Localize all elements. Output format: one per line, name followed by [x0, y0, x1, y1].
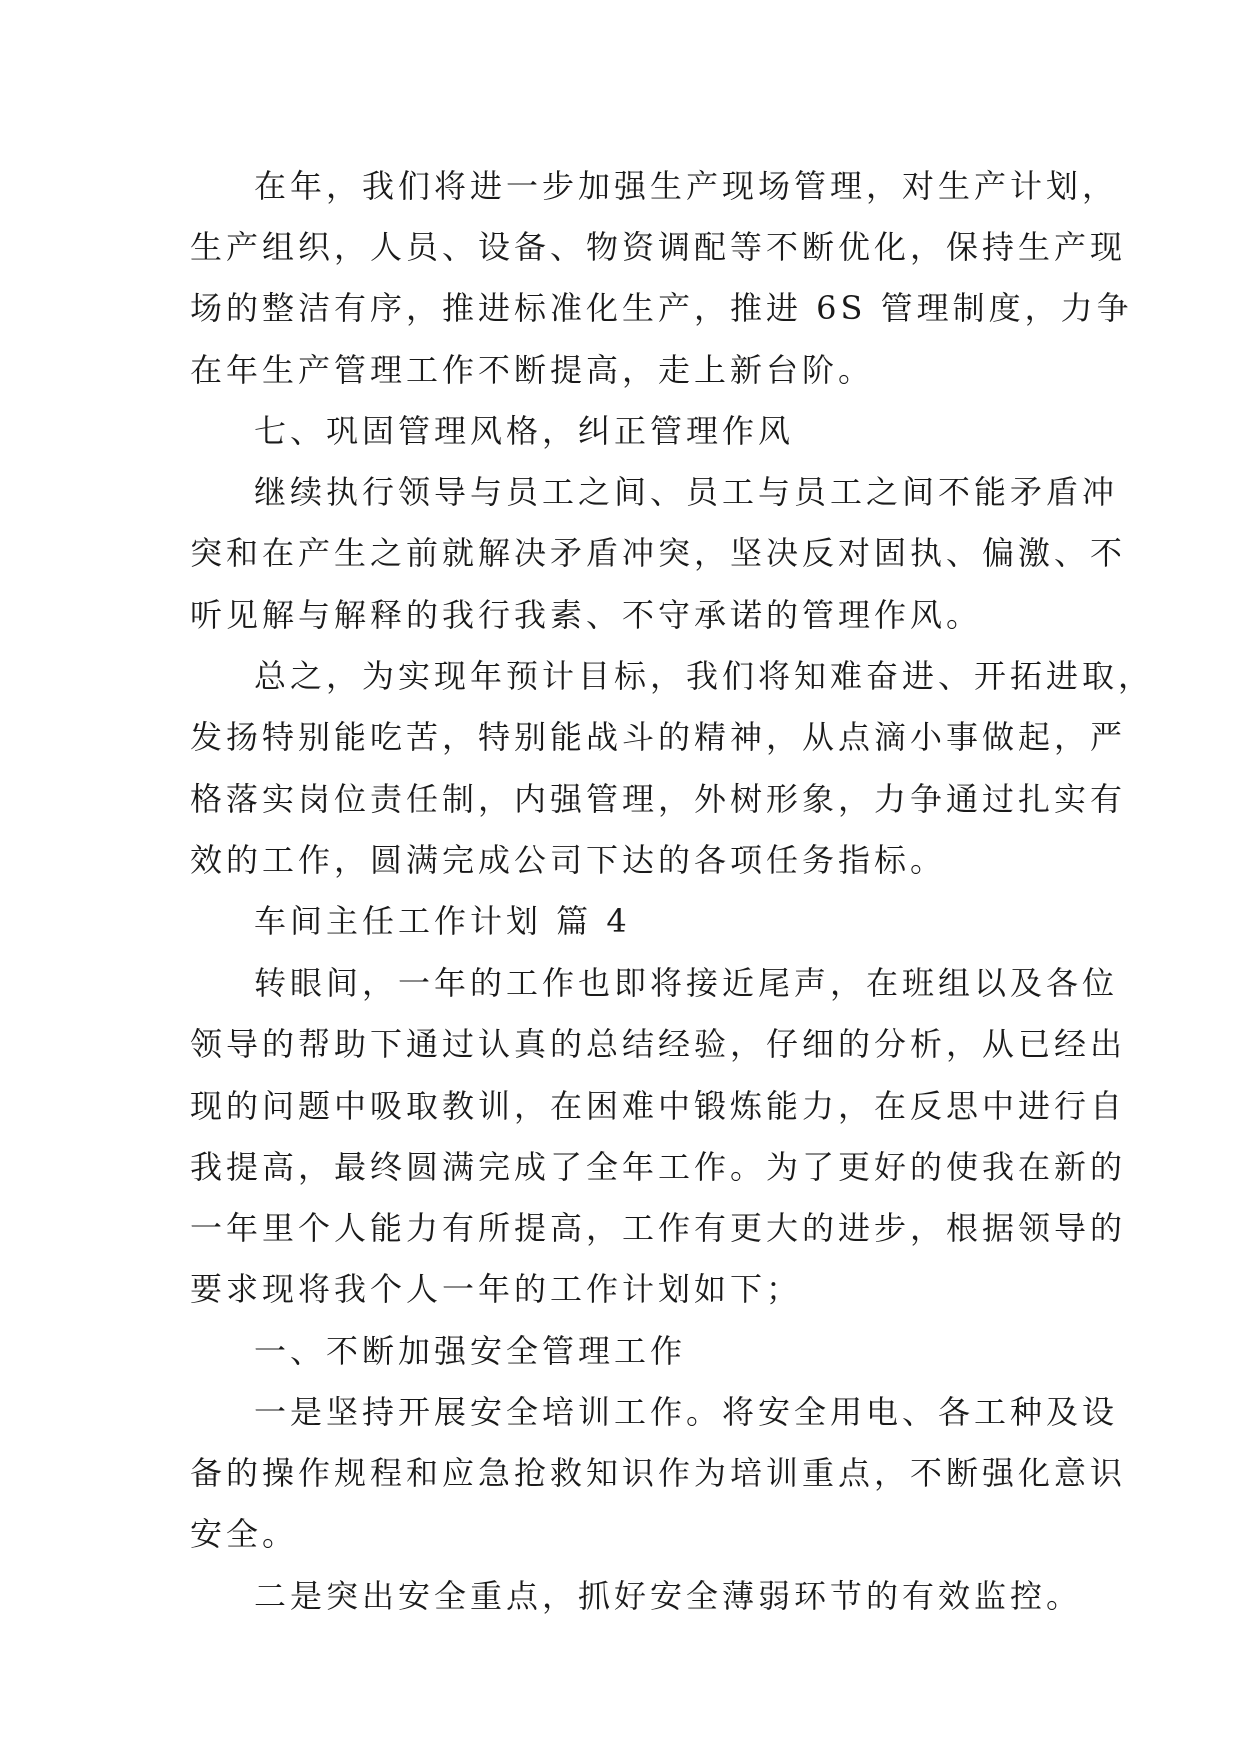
paragraph-line: 安全。: [190, 1515, 299, 1553]
paragraph-line: 转眼间，一年的工作也即将接近尾声，在班组以及各位: [254, 964, 1119, 1002]
paragraph-line: 效的工作，圆满完成公司下达的各项任务指标。: [190, 841, 947, 879]
paragraph-line: 生产组织，人员、设备、物资调配等不断优化，保持生产现: [190, 228, 1127, 266]
paragraph-line: 一是坚持开展安全培训工作。将安全用电、各工种及设: [254, 1393, 1119, 1431]
paragraph-line: 继续执行领导与员工之间、员工与员工之间不能矛盾冲: [254, 473, 1119, 511]
article-title: 车间主任工作计划 篇 4: [254, 902, 631, 940]
paragraph-line: 备的操作规程和应急抢救知识作为培训重点，不断强化意识: [190, 1454, 1127, 1492]
paragraph-line: 突和在产生之前就解决矛盾冲突，坚决反对固执、偏激、不: [190, 534, 1127, 572]
section-heading: 一、不断加强安全管理工作: [254, 1332, 687, 1370]
paragraph-line: 二是突出安全重点，抓好安全薄弱环节的有效监控。: [254, 1577, 1083, 1615]
paragraph-line: 在年生产管理工作不断提高，走上新台阶。: [190, 351, 875, 389]
paragraph-line: 领导的帮助下通过认真的总结经验，仔细的分析，从已经出: [190, 1025, 1127, 1063]
paragraph-line: 一年里个人能力有所提高，工作有更大的进步，根据领导的: [190, 1209, 1127, 1247]
paragraph-line: 听见解与解释的我行我素、不守承诺的管理作风。: [190, 596, 983, 634]
paragraph-line: 发扬特别能吃苦，特别能战斗的精神，从点滴小事做起，严: [190, 718, 1127, 756]
paragraph-line: 我提高，最终圆满完成了全年工作。为了更好的使我在新的: [190, 1148, 1127, 1186]
paragraph-line: 在年，我们将进一步加强生产现场管理，对生产计划，: [254, 167, 1119, 205]
paragraph-line: 要求现将我个人一年的工作计划如下；: [190, 1270, 803, 1308]
section-heading: 七、巩固管理风格，纠正管理作风: [254, 412, 795, 450]
paragraph-line: 总之，为实现年预计目标，我们将知难奋进、开拓进取，: [254, 657, 1155, 695]
paragraph-line: 格落实岗位责任制，内强管理，外树形象，力争通过扎实有: [190, 780, 1127, 818]
paragraph-line: 现的问题中吸取教训，在困难中锻炼能力，在反思中进行自: [190, 1087, 1127, 1125]
paragraph-line: 场的整洁有序，推进标准化生产，推进 6S 管理制度，力争: [190, 289, 1133, 327]
